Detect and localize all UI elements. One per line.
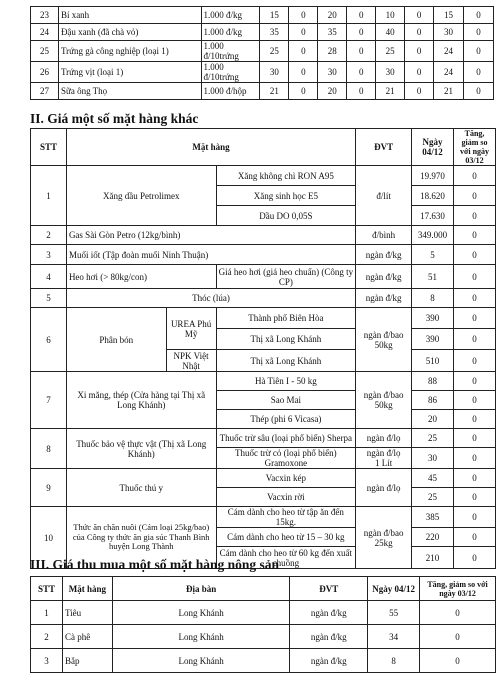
sub-item: Thuốc trừ sâu (loại phổ biến) Sherpa (216, 429, 356, 448)
row-stt: 3 (31, 245, 67, 265)
unit: ngàn đ/bao 50kg (356, 308, 412, 372)
sub-item: Giá heo hơi (giá heo chuẩn) (Công ty CP) (216, 265, 356, 289)
price-cell: 21 (434, 83, 464, 100)
price: 8 (412, 289, 454, 308)
item-name: Đậu xanh (đã chà vỏ) (58, 24, 201, 41)
row-stt: 24 (31, 24, 59, 41)
col-stt: STT (31, 129, 67, 166)
price: 210 (412, 547, 454, 569)
price-cell: 40 (376, 24, 405, 41)
price: 18.620 (412, 186, 454, 206)
change: 0 (454, 448, 496, 469)
sub-item: Hà Tiên I - 50 kg (216, 372, 356, 391)
price-cell: 0 (347, 24, 376, 41)
item-name: Bí xanh (58, 7, 201, 24)
change: 0 (454, 528, 496, 547)
unit: 1.000 đ/10trứng (201, 41, 260, 62)
change: 0 (420, 625, 496, 649)
unit: ngàn đ/kg (356, 245, 412, 265)
price-cell: 35 (318, 24, 347, 41)
item-name: Muối iốt (Tập đoàn muối Ninh Thuận) (66, 245, 355, 265)
item-name: Trứng gà công nghiệp (loại 1) (58, 41, 201, 62)
change: 0 (454, 186, 496, 206)
price-cell: 0 (405, 83, 434, 100)
unit: ngàn đ/kg (356, 289, 412, 308)
sub-item: Thép (phi 6 Vicasa) (216, 410, 356, 429)
table-row (31, 83, 494, 100)
item-name: Heo hơi (> 80kg/con) (66, 265, 216, 289)
item-name: Bắp (62, 649, 112, 673)
row-stt: 7 (31, 372, 67, 429)
price: 220 (412, 528, 454, 547)
area: Long Khánh (112, 601, 290, 625)
row-stt: 25 (31, 41, 59, 62)
sub-item: Sao Mai (216, 391, 356, 410)
price-cell: 0 (289, 24, 318, 41)
price: 385 (412, 507, 454, 528)
row-stt: 5 (31, 289, 67, 308)
price-cell: 25 (260, 41, 289, 62)
price: 51 (412, 265, 454, 289)
top-price-table (30, 6, 494, 100)
price-cell: 0 (289, 83, 318, 100)
price: 5 (412, 245, 454, 265)
price-cell: 15 (434, 7, 464, 24)
price-cell: 0 (405, 24, 434, 41)
change: 0 (454, 308, 496, 329)
change: 0 (454, 265, 496, 289)
price-cell: 0 (289, 62, 318, 83)
price: 8 (368, 649, 420, 673)
price: 34 (368, 625, 420, 649)
price-cell: 15 (260, 7, 289, 24)
table-row (31, 601, 496, 625)
price-cell: 21 (260, 83, 289, 100)
price: 86 (412, 391, 454, 410)
col-area: Địa bàn (112, 577, 290, 601)
sub-item: Xăng không chì RON A95 (216, 166, 356, 186)
sub-item: Thị xã Long Khánh (216, 350, 356, 372)
row-stt: 27 (31, 83, 59, 100)
sub-item: Vacxin rời (216, 488, 356, 507)
item-name: Xăng dầu Petrolimex (66, 166, 216, 226)
price: 45 (412, 469, 454, 488)
price-cell: 30 (376, 62, 405, 83)
unit: ngàn đ/kg (290, 601, 368, 625)
item-name: Cà phê (62, 625, 112, 649)
item-name: Thức ăn chăn nuôi (Cám loại 25kg/bao) của Công ty thức ăn gia súc Thanh Bình huyện Long Thành (66, 507, 216, 569)
item-name: Thuốc thú y (66, 469, 216, 507)
unit: ngàn đ/lọ (356, 429, 412, 448)
row-stt: 3 (31, 649, 63, 673)
change: 0 (454, 350, 496, 372)
price-cell: 30 (260, 62, 289, 83)
price: 510 (412, 350, 454, 372)
col-item: Mặt hàng (66, 129, 355, 166)
col-change: Tăng, giảm so với ngày 03/12 (420, 577, 496, 601)
sub-item: Xăng sinh học E5 (216, 186, 356, 206)
col-unit: ĐVT (290, 577, 368, 601)
row-stt: 26 (31, 62, 59, 83)
change: 0 (454, 488, 496, 507)
agri-purchase-table (30, 576, 496, 673)
table-row (31, 41, 494, 62)
price-cell: 0 (463, 7, 493, 24)
col-date: Ngày 04/12 (368, 577, 420, 601)
section-3-title: III. Giá thu mua một số mặt hàng nông sản (30, 557, 280, 572)
price-cell: 20 (318, 7, 347, 24)
change: 0 (454, 166, 496, 186)
area: Long Khánh (112, 625, 290, 649)
col-unit: ĐVT (356, 129, 412, 166)
price-cell: 0 (347, 62, 376, 83)
sub-item: Thị xã Long Khánh (216, 329, 356, 350)
price-cell: 24 (434, 41, 464, 62)
change: 0 (454, 547, 496, 569)
unit: ngàn đ/kg (356, 265, 412, 289)
row-stt: 8 (31, 429, 67, 469)
item-name: Tiêu (62, 601, 112, 625)
change: 0 (454, 507, 496, 528)
change: 0 (454, 410, 496, 429)
price: 19.970 (412, 166, 454, 186)
item-name: Gas Sài Gòn Petro (12kg/bình) (66, 226, 355, 245)
table-row (31, 7, 494, 24)
price-cell: 28 (318, 41, 347, 62)
change: 0 (420, 649, 496, 673)
change: 0 (454, 329, 496, 350)
unit: đ/lít (356, 166, 412, 226)
change: 0 (454, 206, 496, 226)
price-cell: 0 (463, 62, 493, 83)
unit-line: 1 Lít (374, 458, 393, 468)
unit: ngàn đ/lọ (356, 469, 412, 507)
col-date: Ngày 04/12 (412, 129, 454, 166)
row-stt: 2 (31, 625, 63, 649)
change: 0 (454, 469, 496, 488)
sub-item: Thuốc trừ cỏ (loại phổ biến) Gramoxone (216, 448, 356, 469)
price-cell: 0 (347, 7, 376, 24)
price-cell: 30 (318, 62, 347, 83)
row-stt: 23 (31, 7, 59, 24)
sub-item: Vacxin kép (216, 469, 356, 488)
item-name: Trứng vịt (loại 1) (58, 62, 201, 83)
item-name: Thóc (lúa) (66, 289, 355, 308)
change: 0 (420, 601, 496, 625)
change: 0 (454, 289, 496, 308)
price: 30 (412, 448, 454, 469)
change: 0 (454, 245, 496, 265)
price-cell: 30 (434, 24, 464, 41)
col-stt: STT (31, 577, 63, 601)
price: 25 (412, 429, 454, 448)
unit: 1.000 đ/kg (201, 7, 260, 24)
table-row (31, 24, 494, 41)
table-row (31, 62, 494, 83)
sub-item: Dầu DO 0,05S (216, 206, 356, 226)
unit-line: ngàn đ/lọ (366, 448, 401, 458)
price-cell: 20 (318, 83, 347, 100)
sub-item: Cám dành cho heo từ 15 – 30 kg (216, 528, 356, 547)
unit: ngàn đ/bao 50kg (356, 372, 412, 429)
unit: ngàn đ/kg (290, 649, 368, 673)
row-stt: 1 (31, 601, 63, 625)
price-cell: 0 (347, 83, 376, 100)
unit: ngàn đ/bao 25kg (356, 507, 412, 569)
table-row (31, 649, 496, 673)
price-cell: 0 (405, 41, 434, 62)
unit (356, 448, 412, 469)
change: 0 (454, 372, 496, 391)
unit: đ/bình (356, 226, 412, 245)
price: 390 (412, 329, 454, 350)
change: 0 (454, 429, 496, 448)
price-cell: 0 (463, 41, 493, 62)
unit: 1.000 đ/hộp (201, 83, 260, 100)
price: 349.000 (412, 226, 454, 245)
price-cell: 0 (405, 7, 434, 24)
price: 25 (412, 488, 454, 507)
price-cell: 0 (347, 41, 376, 62)
price-cell: 35 (260, 24, 289, 41)
area: Long Khánh (112, 649, 290, 673)
price-cell: 0 (289, 7, 318, 24)
unit: 1.000 đ/kg (201, 24, 260, 41)
price: 390 (412, 308, 454, 329)
price-cell: 0 (463, 24, 493, 41)
unit: 1.000 đ/10trứng (201, 62, 260, 83)
price: 88 (412, 372, 454, 391)
unit: ngàn đ/kg (290, 625, 368, 649)
row-stt: 9 (31, 469, 67, 507)
section-2-title: II. Giá một số mặt hàng khác (30, 111, 199, 126)
price-cell: 0 (289, 41, 318, 62)
row-stt: 4 (31, 265, 67, 289)
price-cell: 0 (463, 83, 493, 100)
item-name: Sữa ông Thọ (58, 83, 201, 100)
change: 0 (454, 391, 496, 410)
price-cell: 25 (376, 41, 405, 62)
other-goods-table (30, 128, 496, 569)
row-stt: 1 (31, 166, 67, 226)
sub-item: Thành phố Biên Hòa (216, 308, 356, 329)
price-cell: 21 (376, 83, 405, 100)
price: 20 (412, 410, 454, 429)
row-stt: 10 (31, 507, 67, 569)
change: 0 (454, 226, 496, 245)
item-name: Xi măng, thép (Cửa hàng tại Thị xã Long Khánh) (66, 372, 216, 429)
sub-item: Cám dành cho heo từ tập ăn đến 15kg. (216, 507, 356, 528)
price-cell: 24 (434, 62, 464, 83)
col-change: Tăng, giảm so với ngày 03/12 (454, 129, 496, 166)
item-name: Phân bón (66, 308, 166, 372)
table-row (31, 625, 496, 649)
col-item: Mặt hàng (62, 577, 112, 601)
sub-item: Cám dành cho heo từ 60 kg đến xuất chuồng (216, 547, 356, 569)
price: 55 (368, 601, 420, 625)
brand-npk: NPK Việt Nhật (166, 350, 216, 372)
price-cell: 10 (376, 7, 405, 24)
price: 17.630 (412, 206, 454, 226)
brand-urea: UREA Phú Mỹ (166, 308, 216, 350)
row-stt: 6 (31, 308, 67, 372)
row-stt: 2 (31, 226, 67, 245)
price-cell: 0 (405, 62, 434, 83)
item-name: Thuốc bảo vệ thực vật (Thị xã Long Khánh) (66, 429, 216, 469)
